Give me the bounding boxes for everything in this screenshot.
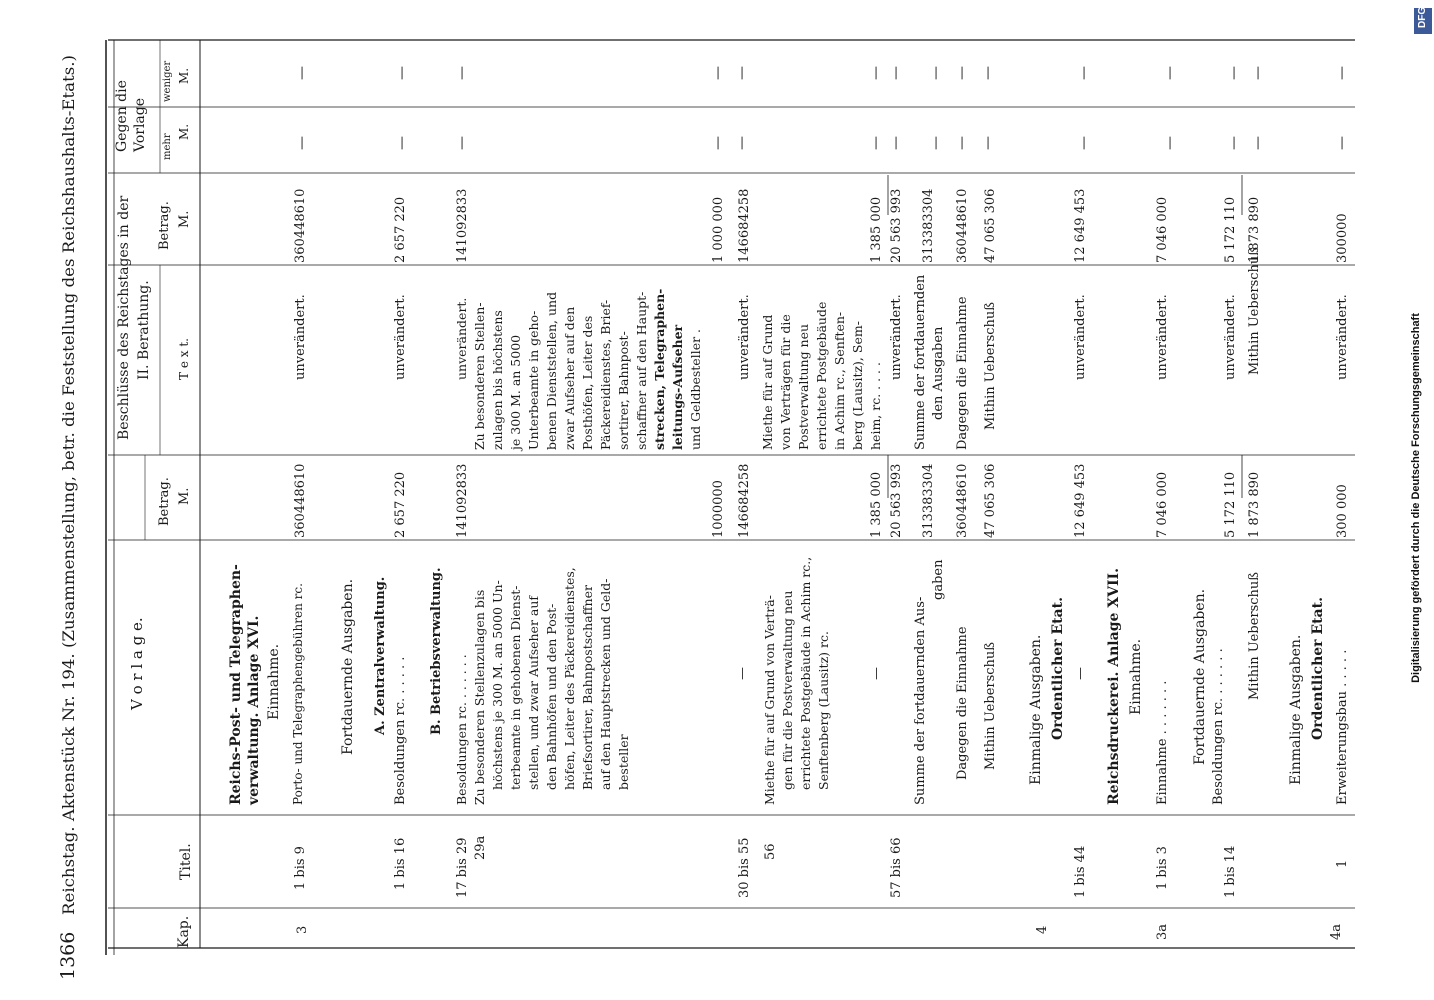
dash-weniger-5: — xyxy=(734,66,750,80)
dash-weniger-13: — xyxy=(1226,66,1242,80)
row-2-text: Besoldungen rc. . . . . . xyxy=(393,656,408,805)
row-3-text xyxy=(454,567,631,805)
row-5-text xyxy=(762,557,831,805)
col-mehr: mehr xyxy=(162,133,173,160)
dagegen: Dagegen die Einnahme xyxy=(955,626,970,780)
col-mehr-unit: M. xyxy=(177,123,191,140)
row-3-line-3: terbeamte in gehobenen Dienst- xyxy=(508,585,523,790)
dash-weniger-10: — xyxy=(980,66,996,80)
row-3-line-7: Briefsortirer, Bahnpostschaffner xyxy=(580,585,595,790)
row-3-line-2: höchstens je 300 M. an 5000 Un- xyxy=(490,580,505,790)
dash-mehr-5: — xyxy=(734,136,750,150)
row-7-titel: 1 bis 44 xyxy=(1073,845,1088,898)
dash-mehr-6: — xyxy=(868,136,884,150)
row-2-beschluss-betrag: 2 657 220 xyxy=(393,196,408,263)
row-9-text: Besoldungen rc. . . . . . . xyxy=(1211,648,1226,805)
row-1-betrag: 360448610 xyxy=(293,463,308,538)
ordentlicher-heading-b: Ordentlicher Etat. xyxy=(1310,597,1326,740)
dash-mehr-7: — xyxy=(888,136,904,150)
dash-mehr-10: — xyxy=(980,136,996,150)
row-5-beschluss-betrag: 1 385 000 xyxy=(869,196,884,263)
difference-dashes xyxy=(294,66,1350,150)
row-7-beschluss-betrag: 12 649 453 xyxy=(1073,188,1088,263)
row-7-text: — xyxy=(1073,667,1088,680)
row-4-beschluss-text: unverändert. xyxy=(737,294,752,380)
col-text: T e x t. xyxy=(177,338,191,380)
row-8-titel: 1 bis 3 xyxy=(1155,846,1170,890)
dash-weniger-4: — xyxy=(710,66,726,80)
dash-weniger-15: — xyxy=(1334,66,1350,80)
druckerei-heading: Reichsdruckerei. Anlage XVII. xyxy=(1106,568,1122,805)
row-5-beschluss-text xyxy=(760,302,883,451)
row-3-beschluss-line-3: je 300 M. an 5000 xyxy=(508,334,523,450)
page-header xyxy=(57,55,79,980)
row-2-betrag: 2 657 220 xyxy=(393,471,408,538)
dash-weniger-12: — xyxy=(1162,66,1178,80)
row-5-beschluss-line-0: Miethe für auf Grund xyxy=(760,314,775,450)
row-3-beschluss-line-10: schaffner auf den Haupt- xyxy=(634,291,649,450)
row-10-beschluss-text: unverändert. xyxy=(1335,294,1350,380)
section-heading-post-2: verwaltung. Anlage XVI. xyxy=(246,615,262,805)
dash-mehr-14: — xyxy=(1250,136,1266,150)
dash-weniger-3: — xyxy=(454,66,470,80)
dash-weniger-1: — xyxy=(294,66,310,80)
dash-weniger-7: — xyxy=(888,66,904,80)
col-beschluesse-1: Beschlüsse des Reichstages in der xyxy=(116,195,132,440)
row-10-betrag: 300 000 xyxy=(1335,484,1350,538)
b-heading: B. Betriebsverwaltung. xyxy=(429,567,444,735)
row-3-beschluss-line-1: Zu besonderen Stellen- xyxy=(472,302,487,450)
summe-beschluss-0: Summe der fortdauernden xyxy=(913,274,928,450)
row-6-beschluss-betrag: 20 563 993 xyxy=(889,188,904,263)
einmalige-heading-b: Einmalige Ausgaben. xyxy=(1288,634,1304,785)
row-2-beschluss-text: unverändert. xyxy=(393,294,408,380)
row-3-line-4: stellen, und zwar Aufseher auf xyxy=(526,595,541,790)
summe-betrag: 313383304 xyxy=(921,463,936,538)
row-9-beschluss-betrag: 5 172 110 xyxy=(1223,196,1238,263)
druckerei-ausgaben-heading: Fortdauernde Ausgaben. xyxy=(1192,588,1208,765)
row-4-text: — xyxy=(735,667,750,680)
col-beschluesse-2: II. Berathung. xyxy=(136,280,152,380)
row-9-beschluss-text: unverändert. xyxy=(1223,294,1238,380)
row-3-beschluss-line-9: sortirer, Bahnpost- xyxy=(616,331,631,450)
row-5-beschluss-line-3: errichtete Postgebäude xyxy=(814,301,829,450)
dash-mehr-1: — xyxy=(294,136,310,150)
row-3-line-1: Zu besonderen Stellenzulagen bis xyxy=(472,589,487,805)
mithin-betrag: 47 065 306 xyxy=(983,463,998,538)
dash-weniger-11: — xyxy=(1076,66,1092,80)
row-3-betrag-b: 1000000 xyxy=(711,480,726,538)
row-3-beschluss-line-6: zwar Aufseher auf den xyxy=(562,306,577,450)
row-3-titel: 17 bis 29 xyxy=(455,837,470,898)
row-3-line-8: auf den Hauptstrecken und Geld- xyxy=(598,578,613,790)
row-5-beschluss-line-5: berg (Lausitz), Sem- xyxy=(850,321,865,450)
row-3-beschluss-line-4: Unterbeamte in geho- xyxy=(526,310,541,450)
row-5-titel: 56 xyxy=(763,843,778,860)
dash-mehr-9: — xyxy=(954,136,970,150)
row-3-beschluss-line-0: unverändert. xyxy=(454,297,469,380)
kap-3a: 3a xyxy=(1155,923,1170,940)
col-titel: Titel. xyxy=(178,843,194,880)
dfg-logo-icon: DFG xyxy=(1414,8,1432,34)
dash-mehr-11: — xyxy=(1076,136,1092,150)
dash-mehr-15: — xyxy=(1334,136,1350,150)
col-vorlage-unit: M. xyxy=(177,487,192,505)
dash-mehr-4: — xyxy=(710,136,726,150)
row-9-mithin: Mithin Ueberschuß xyxy=(1247,572,1262,700)
row-1-titel: 1 bis 9 xyxy=(293,846,308,890)
col-vorlage-betrag: Betrag. xyxy=(157,477,172,526)
row-6-betrag: 20 563 993 xyxy=(889,463,904,538)
mithin: Mithin Ueberschuß xyxy=(983,642,998,770)
dagegen-betrag: 360448610 xyxy=(955,463,970,538)
summe-beschluss-betrag: 313383304 xyxy=(921,188,936,263)
row-1-text: Porto- und Telegraphengebühren rc. xyxy=(291,583,305,805)
row-1-beschluss-betrag: 360448610 xyxy=(293,188,308,263)
row-8-beschluss-text: unverändert. xyxy=(1155,294,1170,380)
kap-4a: 4a xyxy=(1329,923,1344,940)
row-5-beschluss-line-1: von Verträgen für die xyxy=(778,314,793,450)
section-heading-post: Reichs-Post- und Telegraphen- xyxy=(228,564,244,805)
row-8-text: Einnahme . . . . . . . xyxy=(1155,680,1170,805)
dash-mehr-12: — xyxy=(1162,136,1178,150)
dagegen-beschluss-betrag: 360448610 xyxy=(955,188,970,263)
einnahme-heading: Einnahme. xyxy=(266,643,282,720)
row-4-betrag: 146684258 xyxy=(737,463,752,538)
row-3-beschluss-line-11: strecken, Telegraphen- xyxy=(652,288,667,450)
row-3-line-5: den Bahnhöfen und den Post- xyxy=(544,603,559,790)
row-9-titel: 1 bis 14 xyxy=(1223,845,1238,898)
col-vorlage: V o r l a g e. xyxy=(128,617,146,710)
mithin-beschluss-betrag: 47 065 306 xyxy=(983,188,998,263)
row-7-betrag: 12 649 453 xyxy=(1073,463,1088,538)
row-3-betrag: 141092833 xyxy=(455,463,470,538)
col-beschluss-betrag: Betrag. xyxy=(157,201,172,250)
row-8-beschluss-betrag: 7 046 000 xyxy=(1155,196,1170,263)
row-5-beschluss-line-2: Postverwaltung neu xyxy=(796,323,811,450)
row-4-titel: 30 bis 55 xyxy=(737,837,752,898)
mithin-beschluss: Mithin Ueberschuß xyxy=(983,302,998,430)
col-gegen-1: Gegen die xyxy=(114,80,130,152)
fortdauernde-heading: Fortdauernde Ausgaben. xyxy=(340,578,356,755)
row-6-titel: 57 bis 66 xyxy=(889,837,904,898)
row-6-beschluss-text: unverändert. xyxy=(889,294,904,380)
row-5-beschluss-line-6: heim, rc. . . . . xyxy=(868,362,883,450)
row-3-line-6: höfen, Leiter des Päckereidienstes, xyxy=(562,567,577,790)
page-title: Reichstag. Aktenstück Nr. 194. (Zusammenstellung, betr. die Feststellung des Reichshaushalts-Etats.) xyxy=(59,85,78,915)
row-9-beschluss-mithin: Mithin Ueberschuß xyxy=(1247,247,1262,375)
row-10-beschluss-betrag: 300000 xyxy=(1335,213,1350,263)
row-3-beschluss-line-8: Päckereidienstes, Brief- xyxy=(598,299,613,450)
row-9-beschluss-mithin-betrag: 1 873 890 xyxy=(1247,196,1262,263)
col-gegen-2: Vorlage xyxy=(132,97,148,152)
row-3-titel-b: 29a xyxy=(473,835,488,860)
row-5-line-2: errichtete Postgebäude in Achim rc., xyxy=(798,556,813,790)
row-5-betrag: 1 385 000 xyxy=(869,471,884,538)
row-7-beschluss-text: unverändert. xyxy=(1073,294,1088,380)
page-number: 1366 xyxy=(57,931,79,980)
kap-4: 4 xyxy=(1035,925,1050,934)
row-9-mithin-betrag: 1 873 890 xyxy=(1247,471,1262,538)
row-2-titel: 1 bis 16 xyxy=(393,837,408,890)
summe-line-0: Summe der fortdauernden Aus- xyxy=(913,596,928,805)
table-body xyxy=(228,189,1350,940)
row-3-beschluss-line-5: benen Dienststellen, und xyxy=(544,291,559,450)
row-4-beschluss-betrag: 146684258 xyxy=(737,188,752,263)
row-10-text: Erweiterungsbau . . . . . xyxy=(1335,649,1350,805)
summe-line-1: gaben xyxy=(931,559,946,600)
row-3-beschluss-betrag-b: 1 000 000 xyxy=(711,196,726,263)
dash-mehr-8: — xyxy=(928,136,944,150)
ordentlicher-heading: Ordentlicher Etat. xyxy=(1050,597,1066,740)
row-3-beschluss-line-12: leitungs-Aufseher xyxy=(670,324,685,450)
dash-mehr-13: — xyxy=(1226,136,1242,150)
row-1-beschluss-text: unverändert. xyxy=(293,294,308,380)
einmalige-heading: Einmalige Ausgaben. xyxy=(1028,634,1044,785)
dash-mehr-2: — xyxy=(394,136,410,150)
row-5-beschluss-line-4: in Achim rc., Senften- xyxy=(832,311,847,450)
dagegen-beschluss: Dagegen die Einnahme xyxy=(955,296,970,450)
row-8-betrag: 7 046 000 xyxy=(1155,471,1170,538)
row-3-line-9: besteller xyxy=(616,734,631,790)
dash-weniger-14: — xyxy=(1250,66,1266,80)
col-weniger-unit: M. xyxy=(177,67,191,84)
col-weniger: weniger xyxy=(162,60,173,102)
row-3-beschluss-line-2: zulagen bis höchstens xyxy=(490,310,505,450)
row-5-line-3: Senftenberg (Lausitz) rc. xyxy=(816,631,831,790)
row-5-line-1: gen für die Postverwaltung neu xyxy=(780,590,795,790)
row-3-line-0: Besoldungen rc. . . . . . . xyxy=(454,654,469,805)
druckerei-einnahme-heading: Einnahme. xyxy=(1128,638,1144,715)
watermark-text: Digitalisierung gefördert durch die Deutsche Forschungsgemeinschaft xyxy=(1410,313,1422,683)
dash-weniger-6: — xyxy=(868,66,884,80)
col-kap: Kap. xyxy=(176,915,192,948)
row-10-titel: 1 xyxy=(1335,859,1350,868)
row-9-betrag: 5 172 110 xyxy=(1223,471,1238,538)
row-3-beschluss-text xyxy=(454,289,703,452)
dash-weniger-9: — xyxy=(954,66,970,80)
dash-mehr-3: — xyxy=(454,136,470,150)
row-3-beschluss-line-7: Posthöfen, Leiter des xyxy=(580,315,595,450)
row-3-beschluss-line-13: und Geldbesteller . xyxy=(688,328,703,450)
dash-weniger-8: — xyxy=(928,66,944,80)
row-3-beschluss-betrag: 141092833 xyxy=(455,188,470,263)
summe-beschluss-1: den Ausgaben xyxy=(931,326,946,420)
dash-weniger-2: — xyxy=(394,66,410,80)
row-5-line-0: Miethe für auf Grund von Verträ- xyxy=(762,595,777,805)
kap-3: 3 xyxy=(295,925,310,934)
a-heading: A. Zentralverwaltung. xyxy=(373,576,388,735)
row-6-text: — xyxy=(869,667,884,680)
col-beschluss-unit: M. xyxy=(177,210,192,228)
